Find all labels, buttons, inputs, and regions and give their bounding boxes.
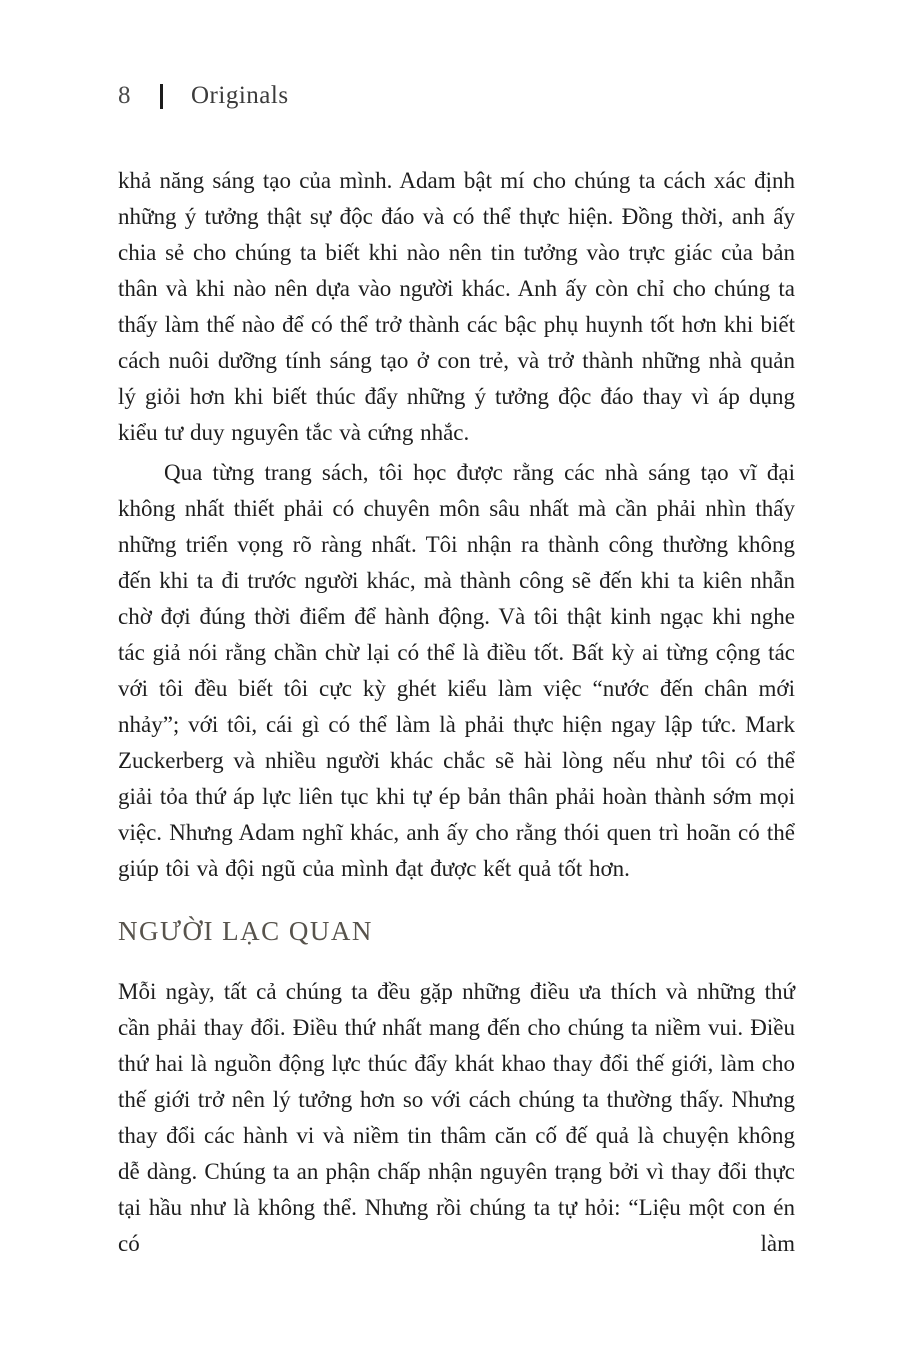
- book-title: Originals: [191, 82, 289, 109]
- paragraph: Qua từng trang sách, tôi học được rằng các nhà sáng tạo vĩ đại không nhất thiết phải có chuyên môn sâu nhất mà cần phải nhìn thấy những triển vọng rõ ràng nhất. Tôi nhận ra thành công thường không đến khi ta đi trước người khác, mà thành công sẽ đến khi ta kiên nhẫn chờ đợi đúng thời điểm để hành động. Và tôi thật kinh ngạc khi nghe tác giả nói rằng chần chừ lại có thể là điều tốt. Bất kỳ ai từng cộng tác với tôi đều biết tôi cực kỳ ghét kiểu làm việc “nước đến chân mới nhảy”; với tôi, cái gì có thể làm là phải thực hiện ngay lập tức. Mark Zuckerberg và nhiều người khác chắc sẽ hài lòng nếu như tôi có thể giải tỏa thứ áp lực liên tục khi tự ép bản thân phải hoàn thành sớm mọi việc. Nhưng Adam nghĩ khác, anh ấy cho rằng thói quen trì hoãn có thể giúp tôi và đội ngũ của mình đạt được kết quả tốt hơn.: [118, 460, 795, 881]
- page-content: [118, 163, 795, 1262]
- paragraph-continuation: khả năng sáng tạo của mình. Adam bật mí cho chúng ta cách xác định những ý tưởng thật sự độc đáo và có thể thực hiện. Đồng thời, anh ấy chia sẻ cho chúng ta biết khi nào nên tin tưởng vào trực giác của bản thân và khi nào nên dựa vào người khác. Anh ấy còn chỉ cho chúng ta thấy làm thế nào để có thể trở thành các bậc phụ huynh tốt hơn khi biết cách nuôi dưỡng tính sáng tạo ở con trẻ, và trở thành những nhà quản lý giỏi hơn khi biết thúc đẩy những ý tưởng độc đáo thay vì áp dụng kiểu tư duy nguyên tắc và cứng nhắc.: [118, 168, 795, 445]
- section-heading: NGƯỜI LẠC QUAN: [118, 916, 373, 946]
- page-header: [118, 82, 289, 110]
- header-separator-bar: [160, 84, 163, 109]
- paragraph: Mỗi ngày, tất cả chúng ta đều gặp những điều ưa thích và những thứ cần phải thay đổi. Điều thứ nhất mang đến cho chúng ta niềm vui. Điều thứ hai là nguồn động lực thúc đẩy khát khao thay đổi thế giới, làm cho thế giới trở nên lý tưởng hơn so với cách chúng ta thường thấy. Nhưng thay đổi các hành vi và niềm tin thâm căn cố đế quả là chuyện không dễ dàng. Chúng ta an phận chấp nhận nguyên trạng bởi vì thay đổi thực tại hầu như là không thể. Nhưng rồi chúng ta tự hỏi: “Liệu một con én có làm: [118, 979, 795, 1256]
- page-number: 8: [118, 82, 131, 109]
